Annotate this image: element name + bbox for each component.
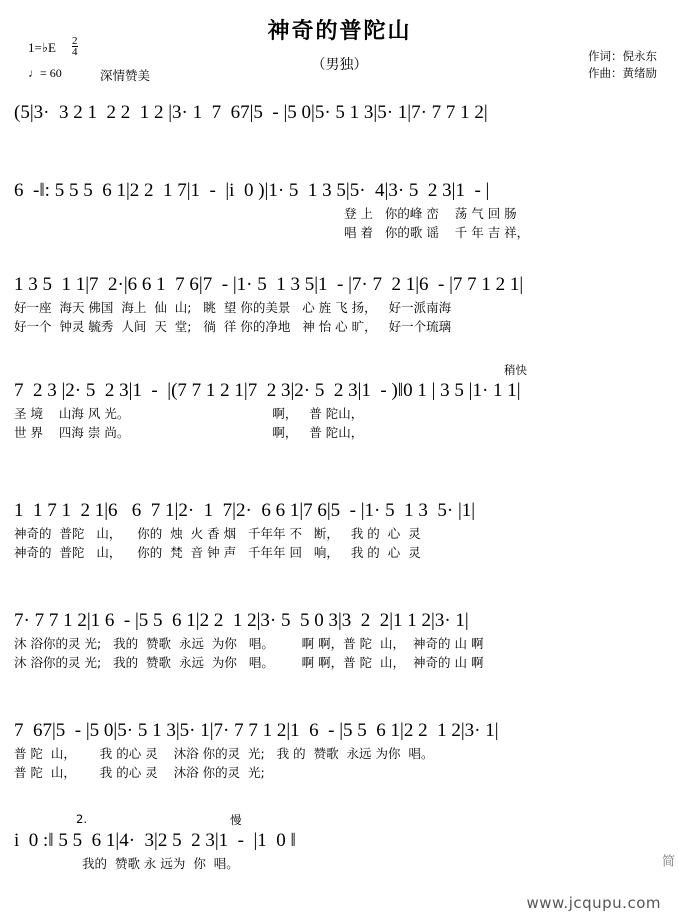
lyricist: 作词：倪永东 [588,49,657,63]
system-1 [14,100,666,126]
slow-marking: 慢 [230,813,242,827]
notes-line: i 0 :‖ 5 5 6 1|4· 3|2 5 2 3|1 - |1 0 ‖ [14,830,296,851]
composer: 作曲：黄绪励 [588,66,657,80]
lyric-line-1: 好一座 海天 佛国 海上 仙 山; 眺 望 你的美景 心 旌 飞 扬， 好一派南海 [14,300,452,315]
notes-line: 6 -‖: 5 5 5 6 1|2 2 1 7|1 - |i 0 )|1· 5 1 3 5|5· 4|3· 5 2 3|1 - | [14,180,490,201]
lyric-line-1: 圣 境 山海 风 光。 啊， 普 陀山， [14,406,364,421]
notes-line: (5|3· 3 2 1 2 2 1 2 |3· 1 7 67|5 - |5 0|5· 5 1 3|5· 1|7· 7 7 1 2| [14,102,488,123]
lyric-line-1: 登 上 你的峰 峦 荡 气 回 肠 [344,206,517,221]
system-4 [14,363,666,442]
subtitle: （男独） [311,57,368,73]
lyric-line-2: 唱 着 你的歌 谣 千 年 吉 祥， [344,225,530,240]
expression-marking: 深情赞美 [100,68,151,83]
second-ending-marking: 2. [76,812,87,826]
corner-logo: 简 [660,854,675,867]
system-3 [14,272,666,336]
lyric-line-2: 沐 浴你的灵 光; 我的 赞歌 永远 为你 唱。 啊 啊，普 陀 山， 神奇的 山 啊 [14,655,484,670]
meter-denominator: 4 [72,46,78,58]
credits [588,48,657,82]
notes-line: 7 67|5 - |5 0|5· 5 1 3|5· 1|7· 7 7 1 2|1 6 - |5 5 6 1|2 2 1 2|3· 1| [14,720,499,741]
notes-line: 7 2 3 |2· 5 2 3|1 - |(7 7 1 2 1|7 2 3|2· 5 2 3|1 - )‖0 1 | 3 5 |1· 1 1| [14,380,521,401]
lyric-line-1: 普 陀 山， 我 的心 灵 沐浴 你的灵 光; 我 的 赞歌 永远 为你 唱。 [14,746,434,761]
system-8 [14,812,666,873]
lyric-line-2: 神奇的 普陀 山， 你的 梵 音 钟 声 千年年 回 响， 我 的 心 灵 [14,545,421,560]
lyric-line-2: 普 陀 山， 我 的心 灵 沐浴 你的灵 光; [14,765,265,780]
tempo-marking: ♩= 60 [28,66,62,80]
page-title: 神奇的普陀山 [267,19,412,44]
lyric-line-2: 世 界 四海 崇 尚。 啊， 普 陀山， [14,425,364,440]
system-5 [14,498,666,562]
tempo-change-marking: 稍快 [504,363,527,377]
meter-numerator: 2 [72,35,78,47]
system-7 [14,718,666,782]
notes-line: 7· 7 7 1 2|1 6 - |5 5 6 1|2 2 1 2|3· 5 5 0 3|3 2 2|1 1 2|3· 1| [14,610,469,631]
system-6 [14,608,666,672]
system-2 [14,178,666,242]
key-label: 1=♭E [28,40,56,55]
notes-line: 1 1 7 1 2 1|6 6 7 1|2· 1 7|2· 6 6 1|7 6|5 - |1· 5 1 3 5· |1| [14,500,476,521]
lyric-line-2: 好一个 钟灵 毓秀 人间 天 堂; 徜 徉 你的净地 神 怡 心 旷， 好一个琉璃 [14,319,452,334]
notes-line: 1 3 5 1 1|7 2·|6 6 1 7 6|7 - |1· 5 1 3 5|1 - |7· 7 2 1|6 - |7 7 1 2 1| [14,274,524,295]
lyric-line-1: 神奇的 普陀 山， 你的 烛 火 香 烟 千年年 不 断， 我 的 心 灵 [14,526,421,541]
lyric-line-1: 沐 浴你的灵 光; 我的 赞歌 永远 为你 唱。 啊 啊，普 陀 山， 神奇的 山 啊 [14,636,484,651]
time-signature [72,36,78,57]
watermark: www.jcqupu.com [526,894,661,912]
lyric-line-1: 我的 赞歌 永 远为 你 唱。 [82,856,239,871]
